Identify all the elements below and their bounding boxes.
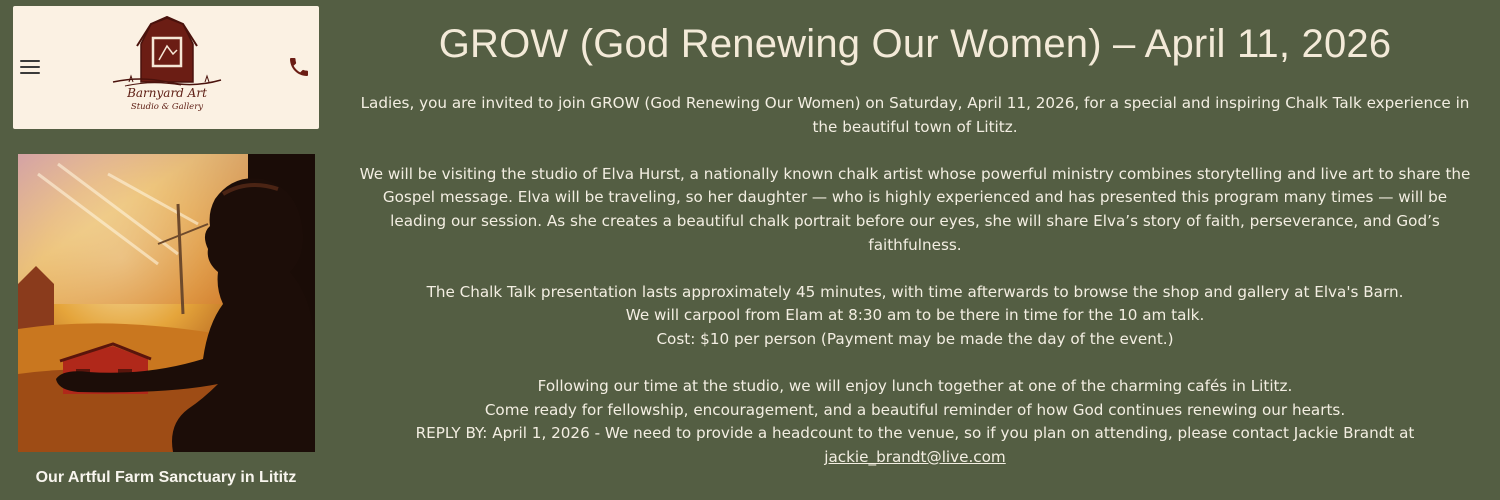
logo-text-barnyard-art: Barnyard Art	[127, 86, 207, 100]
barn-logo-icon	[111, 16, 223, 88]
page-title: GROW (God Renewing Our Women) – April 11, 2026	[438, 22, 1392, 66]
event-content	[358, 20, 1472, 470]
site-header	[13, 6, 319, 129]
barnyard-art-logo[interactable]	[111, 16, 223, 126]
fellowship-text: Come ready for fellowship, encouragement, and a beautiful reminder of how God continues renewing our hearts.	[484, 400, 1346, 419]
phone-icon[interactable]	[287, 55, 311, 79]
photo-caption: Our Artful Farm Sanctuary in Lititz	[35, 469, 297, 486]
carpool-text: We will carpool from Elam at 8:30 am to be there in time for the 10 am talk.	[625, 306, 1205, 325]
lunch-rsvp-paragraph	[358, 375, 1472, 469]
logo-text-studio-gallery: Studio & Gallery	[130, 102, 204, 112]
duration-text: The Chalk Talk presentation lasts approximately 45 minutes, with time afterwards to browse the shop and gallery at Elva's Barn.	[426, 282, 1404, 301]
reply-by-text: REPLY BY: April 1, 2026 - We need to provide a headcount to the venue, so if you plan on attending, please contact Jackie Brandt at	[415, 424, 1415, 443]
lunch-text: Following our time at the studio, we will enjoy lunch together at one of the charming cafés in Lititz.	[537, 377, 1293, 396]
event-description	[358, 92, 1472, 470]
cost-text: Cost: $10 per person (Payment may be made the day of the event.)	[656, 329, 1174, 348]
studio-paragraph: We will be visiting the studio of Elva Hurst, a nationally known chalk artist whose powerful ministry combines storytelling and live art to share the Gospel message. Elva will be traveling, so her daughter — who is highly experienced and has presented this program many times — will be leading our session. As she creates a beautiful chalk portrait before our eyes, she will share Elva’s story of faith, perseverance, and God’s faithfulness.	[359, 164, 1471, 254]
details-paragraph	[358, 281, 1472, 352]
hamburger-menu-icon[interactable]	[20, 60, 40, 74]
artist-painting-photo	[18, 154, 315, 452]
intro-paragraph: Ladies, you are invited to join GROW (God Renewing Our Women) on Saturday, April 11, 2026, for a special and inspiring Chalk Talk experience in the beautiful town of Lititz.	[360, 94, 1470, 136]
contact-email-link[interactable]: jackie_brandt@live.com	[824, 447, 1006, 466]
